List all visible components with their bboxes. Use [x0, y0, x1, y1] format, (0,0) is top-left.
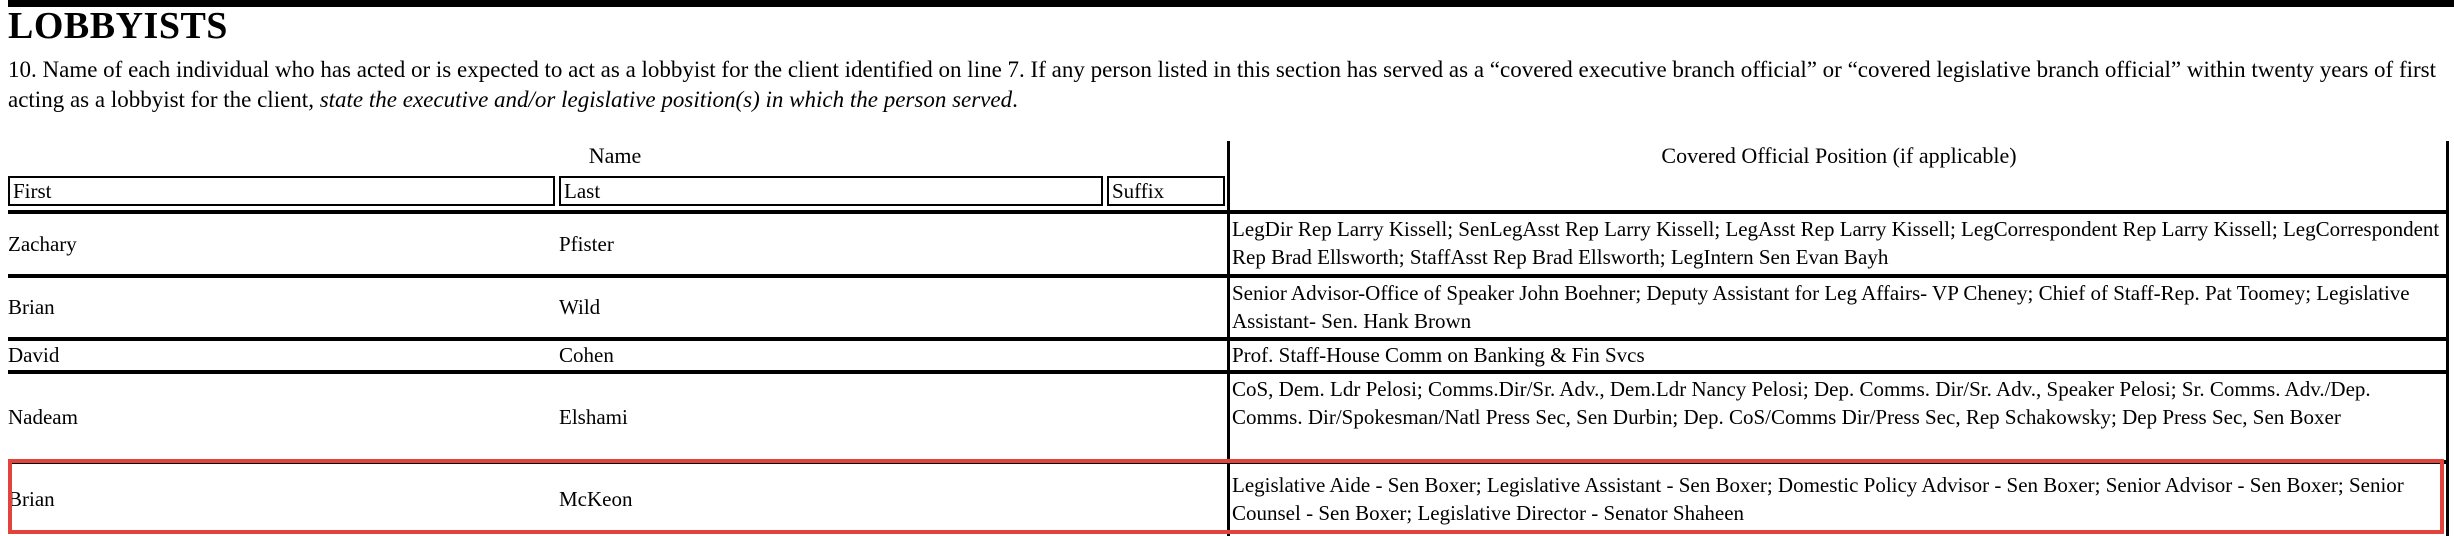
first-name-label: First	[8, 176, 555, 206]
covered-position-cell: CoS, Dem. Ldr Pelosi; Comms.Dir/Sr. Adv., Dem.Ldr Nancy Pelosi; Dep. Comms. Dir/Sr. Adv., Speaker Pelosi; Sr. Comms. Adv./Dep. Comms. Dir/Spokesman/Natl Press Sec, Sen Durbin; Dep. CoS/Comms Dir/Press Sec, Rep Schakowsky; Dep Press Sec, Sen Boxer	[1232, 377, 2371, 429]
instruction-italic: state the executive and/or legislative position(s) in which the person served	[319, 87, 1013, 112]
first-name-cell: Zachary	[8, 231, 77, 256]
covered-position-header: Covered Official Position (if applicable)	[1661, 143, 2017, 168]
name-column-header: Name	[588, 143, 642, 168]
first-name-cell: Brian	[8, 295, 55, 319]
last-name-cell: Elshami	[559, 404, 628, 429]
covered-position-cell: Prof. Staff-House Comm on Banking & Fin Svcs	[1232, 343, 1645, 367]
last-name-cell: Pfister	[559, 231, 614, 256]
last-name-cell: Cohen	[559, 343, 614, 367]
section-instructions	[8, 55, 2448, 115]
suffix-cell	[1107, 374, 1222, 460]
covered-position-cell: Senior Advisor-Office of Speaker John Boehner; Deputy Assistant for Leg Affairs- VP Cheney; Chief of Staff-Rep. Pat Toomey; Legislative Assistant- Sen. Hank Brown	[1232, 281, 2410, 333]
last-name-cell: Wild	[559, 295, 601, 319]
instruction-end: .	[1012, 87, 1018, 112]
covered-position-cell: LegDir Rep Larry Kissell; SenLegAsst Rep Larry Kissell; LegAsst Rep Larry Kissell; LegCorrespondent Rep Larry Kissell; LegCorrespondent Rep Brad Ellsworth; StaffAsst Rep Brad Ellsworth; LegIntern Sen Evan Bayh	[1232, 217, 2440, 269]
suffix-cell	[1107, 341, 1222, 370]
covered-position-cell: Legislative Aide - Sen Boxer; Legislative Assistant - Sen Boxer; Domestic Policy Advisor - Sen Boxer; Senior Advisor - Sen Boxer; Senior Counsel - Sen Boxer; Legislative Director - Senator Shaheen	[1232, 473, 2404, 525]
first-name-cell: Nadeam	[8, 404, 78, 429]
suffix-cell	[1107, 214, 1222, 274]
instruction-text: 10. Name of each individual who has acted or is expected to act as a lobbyist for the client identified on line 7. If any person listed in this section has served as a “covered executive branch official” or “covered legislative branch official” within twenty years of first acting as a lobbyist for the client,	[8, 57, 2436, 112]
suffix-label: Suffix	[1107, 176, 1225, 206]
first-name-cell: David	[8, 343, 60, 367]
last-name-label: Last	[559, 176, 1103, 206]
suffix-cell	[1107, 278, 1222, 337]
last-name-cell: McKeon	[559, 486, 633, 511]
top-rule	[8, 0, 2454, 7]
first-name-cell: Brian	[8, 486, 55, 511]
row-highlight-box	[8, 459, 2444, 534]
section-title: LOBBYISTS	[8, 5, 228, 47]
